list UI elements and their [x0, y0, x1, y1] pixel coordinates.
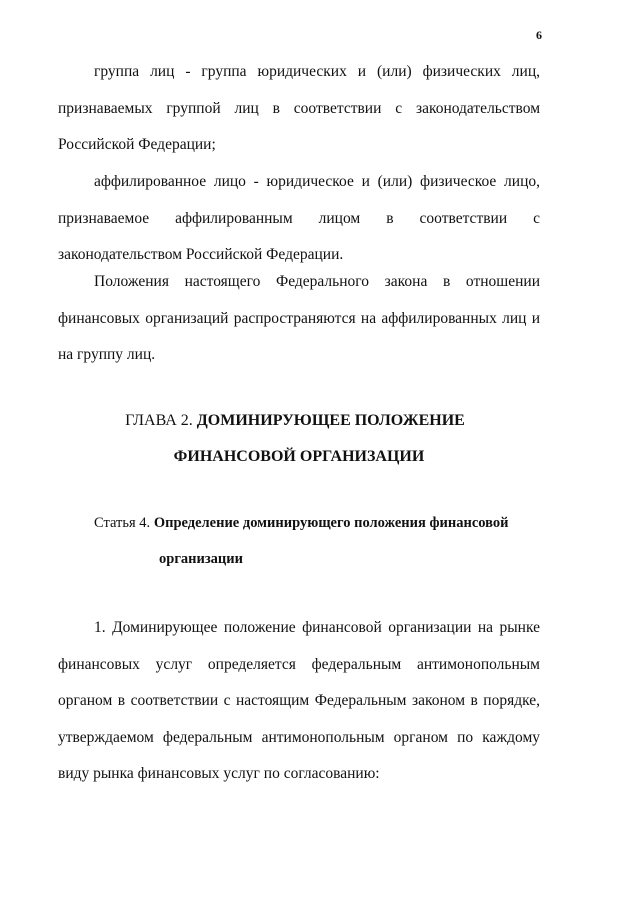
article-title-line2: организации [159, 551, 243, 567]
chapter-heading [58, 403, 540, 475]
chapter-title-line2: ФИНАНСОВОЙ ОРГАНИЗАЦИИ [173, 448, 425, 465]
page-number: 6 [536, 28, 542, 42]
article-title-line1: Определение доминирующего положения финансовой [153, 515, 509, 531]
article-label: Статья 4. [94, 515, 151, 531]
paragraph-group-of-persons: группа лиц - группа юридических и (или) физических лиц, признаваемых группой лиц в соответствии с законодательством Российской Федерации; [58, 63, 540, 154]
chapter-heading-line1 [58, 403, 540, 439]
paragraph-affiliated-person: аффилированное лицо - юридическое и (или) физическое лицо, признаваемое аффилированным лицом в соответствии с законодательством Российской Федерации. [58, 173, 540, 264]
chapter-label: ГЛАВА 2. [125, 412, 193, 429]
paragraph-provisions: Положения настоящего Федерального закона в отношении финансовых организаций распространяются на аффилированных лиц и на группу лиц. [58, 273, 540, 364]
chapter-title-line1: ДОМИНИРУЮЩЕЕ ПОЛОЖЕНИЕ [196, 412, 465, 429]
article-heading [94, 505, 540, 577]
paragraph-dominant-position: 1. Доминирующее положение финансовой организации на рынке финансовых услуг определяется федеральным антимонопольным органом в соответствии с настоящим Федеральным законом в порядке, утверждаемом федеральным антимонопольным органом по каждому виду рынка финансовых услуг по согласованию: [58, 619, 540, 783]
